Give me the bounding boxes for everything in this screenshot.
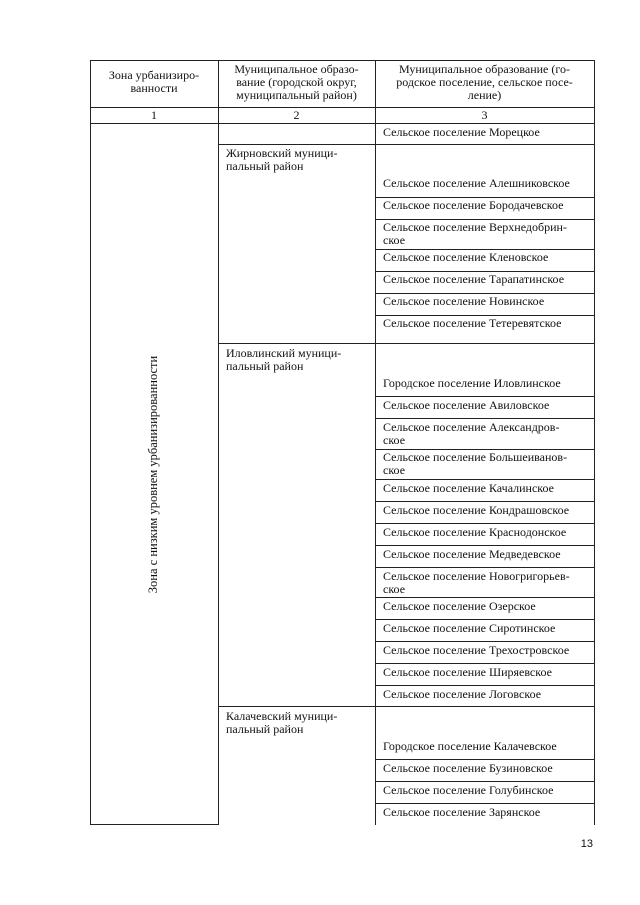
zone-cell bbox=[90, 124, 218, 825]
settlement-item: Сельское поселение Александров- ское bbox=[383, 420, 560, 447]
settlement-item: Сельское поселение Ширяевское bbox=[383, 665, 552, 679]
table-border-top bbox=[90, 60, 595, 61]
zone-column-right-rule bbox=[218, 60, 219, 825]
settlement-item: Сельское поселение Авиловское bbox=[383, 398, 550, 412]
settlement-item: Сельское поселение Новинское bbox=[383, 294, 545, 308]
settlement-item: Сельское поселение Тетеревятское bbox=[383, 316, 562, 330]
district-separator bbox=[218, 343, 595, 344]
page-number: 13 bbox=[580, 838, 593, 850]
district-separator bbox=[218, 144, 595, 145]
settlement-item: Городское поселение Калачевское bbox=[383, 739, 557, 753]
settlement-item: Сельское поселение Тарапатинское bbox=[383, 272, 565, 286]
settlement-item: Сельское поселение Озерское bbox=[383, 599, 536, 613]
district-separator bbox=[218, 706, 595, 707]
settlement-item: Сельское поселение Новогригорьев- ское bbox=[383, 569, 570, 596]
settlement-item: Сельское поселение Алешниковское bbox=[383, 176, 570, 190]
header-col3: Муниципальное образование (го- родское поселение, сельское посе- ление) bbox=[396, 62, 573, 102]
settlement-separator bbox=[375, 396, 595, 397]
settlement-separator bbox=[375, 545, 595, 546]
settlement-separator bbox=[375, 663, 595, 664]
col-number-2: 2 bbox=[293, 108, 300, 122]
settlement-separator bbox=[375, 479, 595, 480]
settlement-separator bbox=[375, 418, 595, 419]
settlement-item: Сельское поселение Бородачевское bbox=[383, 198, 564, 212]
header-col1: Зона урбанизиро- ванности bbox=[108, 68, 200, 95]
settlement-item: Городское поселение Иловлинское bbox=[383, 376, 561, 390]
settlement-separator bbox=[375, 759, 595, 760]
settlement-separator bbox=[375, 781, 595, 782]
settlement-item: Сельское поселение Качалинское bbox=[383, 481, 554, 495]
settlement-item: Сельское поселение Морецкое bbox=[383, 125, 540, 139]
settlement-item: Сельское поселение Бузиновское bbox=[383, 761, 553, 775]
header-col2: Муниципальное образо- вание (городской округ, муниципальный район) bbox=[234, 62, 359, 102]
col-number-3: 3 bbox=[481, 108, 488, 122]
settlement-separator bbox=[375, 523, 595, 524]
settlement-separator bbox=[375, 619, 595, 620]
district-column-right-rule bbox=[375, 60, 376, 825]
table-border-right bbox=[594, 60, 595, 825]
settlement-separator bbox=[375, 685, 595, 686]
settlement-item: Сельское поселение Кленовское bbox=[383, 250, 549, 264]
settlement-separator bbox=[375, 501, 595, 502]
header-bottom-rule bbox=[90, 107, 595, 108]
col-number-1: 1 bbox=[151, 108, 157, 122]
district-name: Иловлинский муници- пальный район bbox=[226, 346, 342, 373]
district-name: Калачевский муници- пальный район bbox=[226, 709, 338, 736]
settlement-item: Сельское поселение Трехостровское bbox=[383, 643, 570, 657]
settlement-item: Сельское поселение Верхнедобрин- ское bbox=[383, 220, 567, 247]
settlement-item: Сельское поселение Сиротинское bbox=[383, 621, 556, 635]
settlement-item: Сельское поселение Медведевское bbox=[383, 547, 561, 561]
district-name: Жирновский муници- пальный район bbox=[226, 146, 338, 173]
settlement-item: Сельское поселение Логовское bbox=[383, 687, 542, 701]
settlement-item: Сельское поселение Краснодонское bbox=[383, 525, 567, 539]
zone-label: Зона с низким уровнем урбанизированности bbox=[146, 355, 161, 594]
settlement-separator bbox=[375, 597, 595, 598]
settlement-item: Сельское поселение Кондрашовское bbox=[383, 503, 570, 517]
settlement-item: Сельское поселение Большеиванов- ское bbox=[383, 450, 568, 477]
settlement-item: Сельское поселение Голубинское bbox=[383, 783, 554, 797]
settlement-separator bbox=[375, 803, 595, 804]
settlement-separator bbox=[375, 567, 595, 568]
settlement-separator bbox=[375, 641, 595, 642]
settlement-item: Сельское поселение Зарянское bbox=[383, 805, 541, 819]
